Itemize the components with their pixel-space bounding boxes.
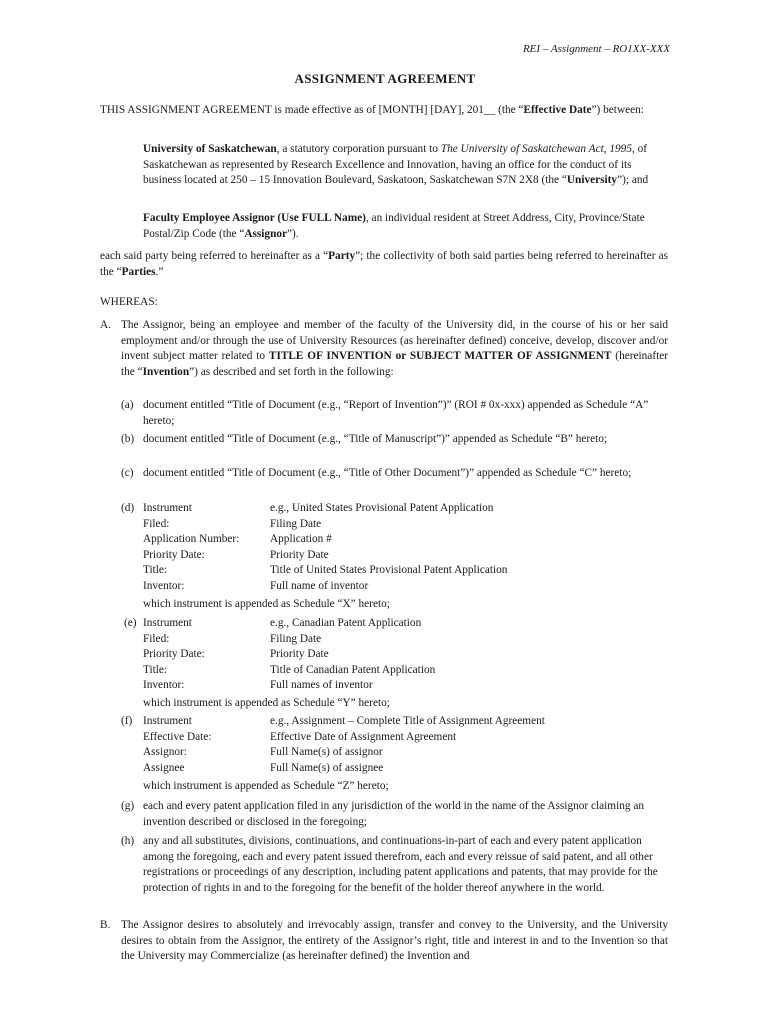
assignor-party-block: [143, 211, 668, 242]
list-item-label: (c): [121, 467, 134, 479]
detail-key: Priority Date:: [143, 548, 205, 561]
list-item-b: [121, 432, 668, 448]
detail-key: Effective Date:: [143, 730, 212, 743]
detail-value: Priority Date: [270, 548, 329, 561]
list-item-text: any and all substitutes, divisions, continuations, and continuations-in-part of each and every patent application among the foregoing, each and every patent issued therefrom, each and every reissue of said patent, and all other registrations or proceedings of any description, including patent applications and patents, that may provide for the protection of rights in and to the foregoing for the benefit of the holder thereof anywhere in the world.: [143, 835, 658, 894]
parties-text-end: .”: [155, 265, 164, 278]
detail-row: [143, 517, 668, 533]
list-item-d-details: [143, 501, 668, 595]
intro-paragraph: [100, 103, 668, 119]
list-item-f-details: [143, 714, 668, 776]
university-act: The University of Saskatchewan Act, 1995: [440, 143, 632, 155]
schedule-reference: which instrument is appended as Schedule “X” hereto;: [143, 598, 390, 610]
detail-value: e.g., Canadian Patent Application: [270, 617, 422, 629]
detail-value: Effective Date of Assignment Agreement: [270, 730, 457, 743]
detail-value: Full Name(s) of assignee: [270, 761, 384, 774]
detail-key: Filed:: [143, 632, 170, 645]
university-address: , of Saskatchewan as represented by Research Excellence and Innovation, having an office for the conduct of its business located at 250 – 15 Innovation Boulevard, Saskatoon, Saskatchewan S7N 2X8 (the “: [143, 143, 648, 187]
university-party-block: [143, 142, 668, 189]
detail-value: Filing Date: [270, 517, 322, 530]
detail-key: Inventor:: [143, 679, 185, 692]
university-text-end: ”); and: [617, 174, 649, 187]
parties-paragraph: [100, 249, 668, 280]
list-item-text: document entitled “Title of Document (e.g., “Title of Other Document”)” appended as Schedule “C” hereto;: [143, 467, 632, 479]
detail-key: Priority Date:: [143, 648, 205, 661]
detail-row: [143, 761, 668, 777]
recital-text: [121, 318, 668, 380]
detail-row: [143, 579, 668, 595]
detail-value: Full name of inventor: [270, 579, 369, 592]
document-reference: REI – Assignment – RO1XX-XXX: [522, 43, 670, 55]
university-name: University of Saskatchewan: [143, 143, 277, 155]
list-item-e-details: [143, 616, 668, 694]
detail-row: [143, 632, 668, 648]
invention-defined-term: Invention: [142, 365, 190, 378]
detail-value: e.g., United States Provisional Patent Application: [270, 502, 494, 514]
detail-value: Filing Date: [270, 632, 322, 645]
detail-value: Full names of inventor: [270, 679, 373, 692]
list-item-a: [121, 398, 668, 429]
detail-key: Filed:: [143, 517, 170, 530]
detail-row: [143, 730, 668, 746]
recital-a-text-middle: (hereinafter the “: [121, 350, 668, 378]
list-item-label: (h): [121, 835, 135, 847]
list-item-c: [121, 466, 668, 482]
invention-title: TITLE OF INVENTION or SUBJECT MATTER OF ASSIGNMENT: [268, 350, 612, 363]
detail-value: Application #: [270, 533, 332, 546]
detail-row: [143, 532, 668, 548]
parties-text: each said party being referred to hereinafter as a “: [100, 250, 329, 262]
detail-value: Title of Canadian Patent Application: [270, 663, 436, 676]
parties-text-middle: ”; the collectivity of both said parties being referred to hereinafter as the “: [100, 250, 668, 278]
detail-row: [143, 663, 668, 679]
list-item-g: [121, 799, 668, 830]
detail-value: Title of United States Provisional Patent Application: [270, 564, 508, 577]
university-defined-term: University: [566, 174, 618, 187]
list-item-text: document entitled “Title of Document (e.g., “Title of Manuscript”)” appended as Schedule “B” hereto;: [143, 433, 608, 445]
detail-key: Application Number:: [143, 533, 240, 546]
detail-value: Full Name(s) of assignor: [270, 746, 383, 759]
recital-a-text: The Assignor, being an employee and member of the faculty of the University did, in the course of his or her said employment and/or through the use of University Resources (as hereinafter defined) conceive, develop, discover and/or invent subject matter related to: [121, 319, 668, 363]
list-item-e-label: (e): [124, 617, 137, 629]
recital-label: B.: [100, 919, 111, 931]
detail-row: [143, 714, 668, 730]
intro-defined-term: Effective Date: [523, 104, 592, 116]
schedule-reference: which instrument is appended as Schedule “Z” hereto;: [143, 780, 389, 792]
list-item-f-label: (f): [121, 715, 133, 727]
detail-row: [143, 548, 668, 564]
recital-a: [100, 318, 668, 380]
detail-key: Assignee: [143, 761, 185, 774]
list-item-label: (a): [121, 399, 134, 411]
intro-text-end: ”) between:: [591, 104, 644, 116]
list-item-text: each and every patent application filed in any jurisdiction of the world in the name of the Assignor claiming an invention described or disclosed in the foregoing;: [143, 800, 644, 828]
assignor-address: , an individual resident at Street Address, City, Province/State Postal/Zip Code (the “: [143, 212, 645, 240]
detail-key: Instrument: [143, 715, 192, 727]
party-defined-term: Party: [328, 250, 356, 262]
assignor-text-end: ”).: [287, 227, 299, 240]
list-item-text: document entitled “Title of Document (e.g., “Report of Invention”)” (ROI # 0x-xxx) appended as Schedule “A” hereto;: [143, 399, 649, 427]
detail-value: Priority Date: [270, 648, 329, 661]
intro-text: THIS ASSIGNMENT AGREEMENT is made effective as of [MONTH] [DAY], 201__ (the “: [100, 104, 524, 116]
detail-row: [143, 563, 668, 579]
list-item-label: (g): [121, 800, 135, 812]
detail-row: [143, 501, 668, 517]
detail-key: Inventor:: [143, 579, 185, 592]
recital-label: A.: [100, 319, 111, 331]
parties-defined-term: Parties: [121, 265, 156, 278]
detail-row: [143, 678, 668, 694]
assignor-defined-term: Assignor: [244, 227, 288, 240]
document-title: ASSIGNMENT AGREEMENT: [294, 71, 476, 86]
detail-row: [143, 745, 668, 761]
recital-b: [100, 918, 668, 965]
detail-key: Instrument: [143, 502, 192, 514]
university-text: , a statutory corporation pursuant to: [276, 143, 441, 155]
detail-key: Assignor:: [143, 746, 187, 759]
detail-value: e.g., Assignment – Complete Title of Assignment Agreement: [270, 715, 545, 727]
detail-row: [143, 647, 668, 663]
assignor-name: Faculty Employee Assignor (Use FULL Name): [143, 212, 366, 224]
detail-row: [143, 616, 668, 632]
recital-text: The Assignor desires to absolutely and irrevocably assign, transfer and convey to the University, and the University desires to obtain from the Assignor, the entirety of the Assignor’s right, title and interest in and to the Invention so that the University may Commercialize (as hereinafter defined) the Invention and: [121, 919, 668, 963]
whereas-heading: WHEREAS:: [100, 296, 158, 308]
list-item-h: [121, 834, 668, 896]
list-item-label: (b): [121, 433, 135, 445]
detail-key: Instrument: [143, 617, 192, 629]
recital-a-text-end: ”) as described and set forth in the following:: [189, 365, 394, 378]
detail-key: Title:: [143, 663, 168, 676]
detail-key: Title:: [143, 564, 168, 577]
list-item-d-label: (d): [121, 502, 135, 514]
schedule-reference: which instrument is appended as Schedule “Y” hereto;: [143, 697, 390, 709]
